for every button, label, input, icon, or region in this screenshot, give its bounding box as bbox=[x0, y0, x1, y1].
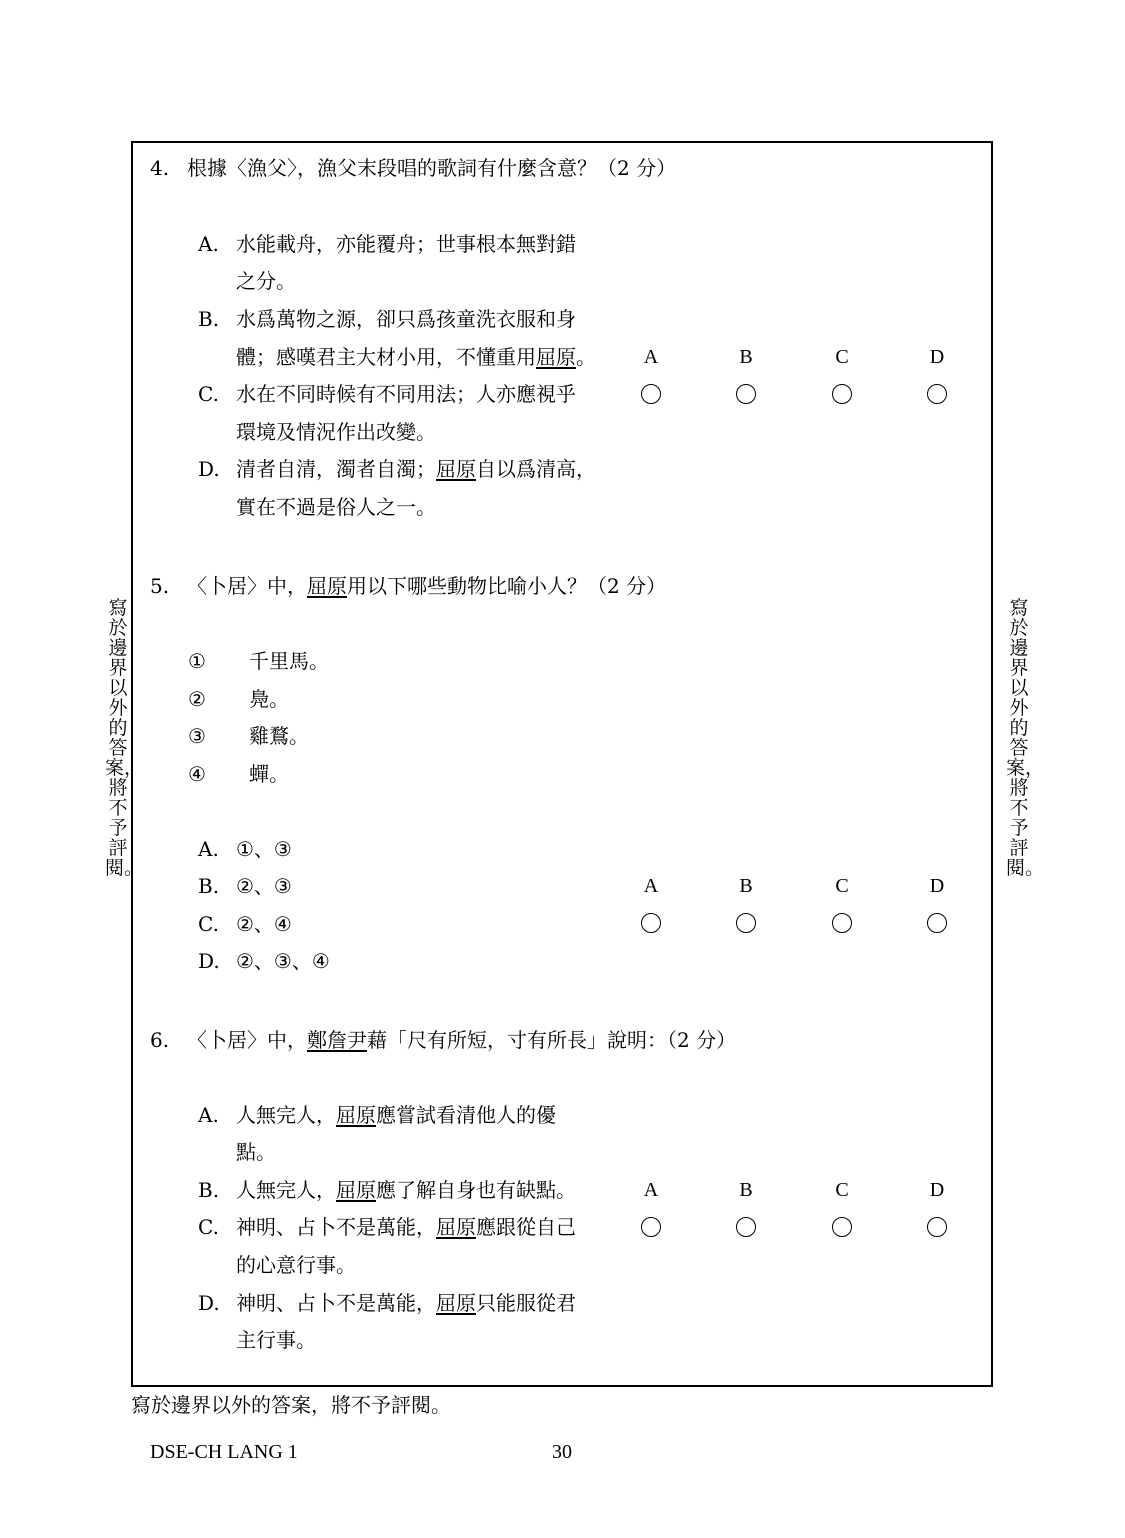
right-margin-note: 寫於邊界以外的答案，將不予評閱。 bbox=[1006, 597, 1045, 879]
q5-header-d: D bbox=[929, 875, 945, 897]
q4-option-d-line1: 清者自清，濁者自濁；屈原自以爲清高， bbox=[236, 457, 596, 481]
q6-bubble-b[interactable] bbox=[736, 1217, 756, 1237]
q6-option-b-name: 屈原 bbox=[336, 1178, 376, 1202]
q5-bubble-d[interactable] bbox=[927, 913, 947, 933]
q4-option-b-line2: 體；感嘆君主大材小用，不懂重用屈原。 bbox=[236, 345, 596, 369]
q6-option-c-label: C. bbox=[198, 1215, 219, 1239]
q6-bubble-d[interactable] bbox=[927, 1217, 947, 1237]
q5-item-4-mark: ④ bbox=[188, 762, 206, 786]
q5-option-a-text: ①、③ bbox=[236, 837, 292, 861]
q5-item-2-mark: ② bbox=[188, 687, 206, 711]
paper-code: DSE-CH LANG 1 bbox=[150, 1441, 298, 1463]
q6-option-d-line2: 主行事。 bbox=[236, 1328, 316, 1352]
q5-option-d-label: D. bbox=[198, 949, 220, 973]
q6-option-d-label: D. bbox=[198, 1291, 220, 1315]
q6-header-a: A bbox=[643, 1179, 659, 1201]
q4-option-d-name: 屈原 bbox=[436, 457, 476, 481]
q4-header-a: A bbox=[643, 346, 659, 368]
q4-header-d: D bbox=[929, 346, 945, 368]
q5-item-4-text: 蟬。 bbox=[249, 762, 289, 786]
q4-bubble-d[interactable] bbox=[927, 384, 947, 404]
q4-option-b-line1: 水爲萬物之源，卻只爲孩童洗衣服和身 bbox=[236, 307, 576, 331]
q5-bubble-c[interactable] bbox=[832, 913, 852, 933]
q5-option-a-label: A. bbox=[198, 837, 219, 861]
q5-option-b-label: B. bbox=[198, 874, 220, 898]
q4-option-a-line2: 之分。 bbox=[236, 269, 296, 293]
q4-number: 4. bbox=[150, 156, 170, 180]
page-number: 30 bbox=[552, 1441, 572, 1463]
footer-margin-note: 寫於邊界以外的答案，將不予評閱。 bbox=[131, 1393, 451, 1417]
q5-item-3-text: 雞鶩。 bbox=[249, 724, 309, 748]
q5-option-c-label: C. bbox=[198, 912, 219, 936]
q4-option-a-label: A. bbox=[198, 232, 219, 256]
q6-header-d: D bbox=[929, 1179, 945, 1201]
q6-option-d-line1: 神明、占卜不是萬能，屈原只能服從君 bbox=[236, 1291, 576, 1315]
q5-option-c-text: ②、④ bbox=[236, 912, 292, 936]
q6-option-a-label: A. bbox=[198, 1103, 219, 1127]
left-margin-note: 寫於邊界以外的答案，將不予評閱。 bbox=[105, 597, 144, 879]
q5-header-c: C bbox=[835, 875, 849, 897]
q4-option-d-label: D. bbox=[198, 457, 220, 481]
q5-header-b: B bbox=[739, 875, 753, 897]
q4-option-c-line1: 水在不同時候有不同用法；人亦應視乎 bbox=[236, 382, 576, 406]
q4-header-c: C bbox=[835, 346, 849, 368]
q6-bubble-a[interactable] bbox=[641, 1217, 661, 1237]
q5-header-a: A bbox=[643, 875, 659, 897]
q6-option-d-name: 屈原 bbox=[436, 1291, 476, 1315]
q5-option-d-text: ②、③、④ bbox=[236, 949, 330, 973]
q5-bubble-b[interactable] bbox=[736, 913, 756, 933]
q5-bubble-a[interactable] bbox=[641, 913, 661, 933]
q6-option-b-label: B. bbox=[198, 1178, 220, 1202]
q6-stem: 〈卜居〉中，鄭詹尹藉「尺有所短，寸有所長」說明：（2 分） bbox=[187, 1028, 737, 1052]
q6-option-c-line1: 神明、占卜不是萬能，屈原應跟從自己 bbox=[236, 1215, 576, 1239]
q6-option-a-name: 屈原 bbox=[336, 1103, 376, 1127]
q6-header-b: B bbox=[739, 1179, 753, 1201]
q4-stem: 根據〈漁父〉，漁父末段唱的歌詞有什麼含意？（2 分） bbox=[187, 156, 677, 180]
q4-option-b-name: 屈原 bbox=[536, 345, 576, 369]
q6-name: 鄭詹尹 bbox=[307, 1028, 367, 1052]
q5-item-1-mark: ① bbox=[188, 649, 206, 673]
q4-option-d-line2: 實在不過是俗人之一。 bbox=[236, 495, 436, 519]
q4-option-b-label: B. bbox=[198, 307, 220, 331]
q5-item-2-text: 鳧。 bbox=[249, 687, 289, 711]
q4-bubble-a[interactable] bbox=[641, 384, 661, 404]
q6-option-b-line1: 人無完人，屈原應了解自身也有缺點。 bbox=[236, 1178, 576, 1202]
q5-option-b-text: ②、③ bbox=[236, 874, 292, 898]
q6-option-c-name: 屈原 bbox=[436, 1215, 476, 1239]
q4-header-b: B bbox=[739, 346, 753, 368]
q5-name: 屈原 bbox=[307, 574, 347, 598]
q5-item-1-text: 千里馬。 bbox=[249, 649, 329, 673]
q6-number: 6. bbox=[150, 1028, 170, 1052]
q6-bubble-c[interactable] bbox=[832, 1217, 852, 1237]
q4-bubble-b[interactable] bbox=[736, 384, 756, 404]
q5-stem: 〈卜居〉中，屈原用以下哪些動物比喻小人？（2 分） bbox=[187, 574, 667, 598]
q6-option-a-line1: 人無完人，屈原應嘗試看清他人的優 bbox=[236, 1103, 556, 1127]
q6-option-c-line2: 的心意行事。 bbox=[236, 1253, 356, 1277]
q4-option-c-line2: 環境及情況作出改變。 bbox=[236, 420, 436, 444]
q5-item-3-mark: ③ bbox=[188, 724, 206, 748]
q5-number: 5. bbox=[150, 574, 170, 598]
q6-header-c: C bbox=[835, 1179, 849, 1201]
q4-option-a-line1: 水能載舟，亦能覆舟；世事根本無對錯 bbox=[236, 232, 576, 256]
q4-option-c-label: C. bbox=[198, 382, 219, 406]
q6-option-a-line2: 點。 bbox=[236, 1140, 276, 1164]
q4-bubble-c[interactable] bbox=[832, 384, 852, 404]
